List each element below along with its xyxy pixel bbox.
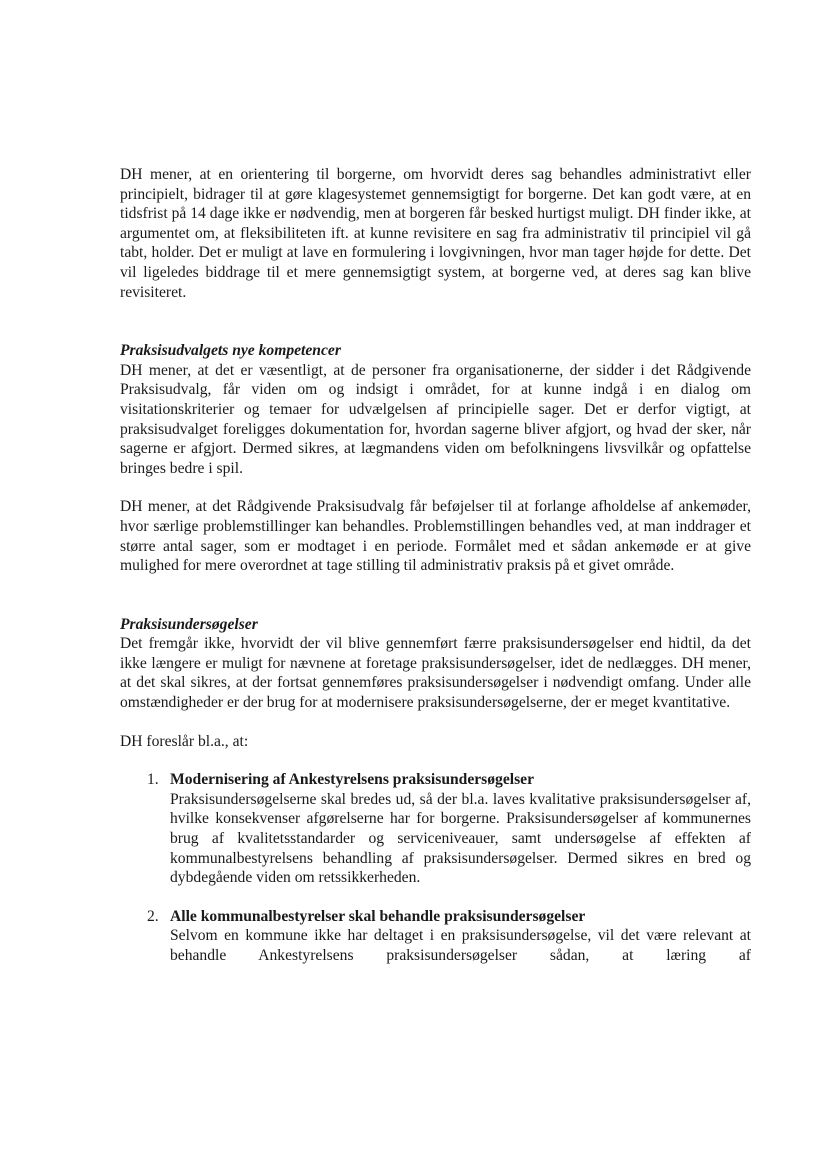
paragraph-praksisundersoegelser: Det fremgår ikke, hvorvidt der vil blive gennemført færre praksisundersøgelser end hidtil, da det ikke længere er muligt for nævnene at foretage praksisundersøgelser, idet de nedlægges. DH mener, at det skal sikres, at der fortsat gennemføres praksisundersøgelser i nødvendigt omfang. Under alle omstændigheder er der brug for at modernisere praksisundersøgelserne, der er meget kvantitative. [120, 635, 751, 712]
list-item-title: Alle kommunalbestyrelser skal behandle praksisundersøgelser [170, 907, 586, 925]
section-heading-praksisundersoegelser: Praksisundersøgelser [120, 615, 258, 633]
document-page [120, 165, 751, 966]
list-item-title: Modernisering af Ankestyrelsens praksisundersøgelser [170, 771, 535, 789]
spacer [120, 576, 751, 615]
paragraph-ankemoeder: DH mener, at det Rådgivende Praksisudvalg får beføjelser til at forlange afholdelse af ankemøder, hvor særlige problemstillinger kan behandles. Problemstillingen behandles ved, at man inddrager et større antal sager, som er modtaget i en periode. Formålet med et sådan ankemøde er at give mulighed for mere overordnet at tage stilling til administrativ praksis på et givet område. [120, 498, 751, 575]
spacer [120, 751, 751, 770]
list-item-body: Praksisundersøgelserne skal bredes ud, så der bl.a. laves kvalitative praksisundersøgelser af, hvilke konsekvenser afgørelserne har for borgerne. Praksisundersøgelser af kommunernes brug af kvalitetsstandarder og serviceniveauer, samt undersøgelse af effekten af kommunalbestyrelsens behandling af praksisundersøgelser. Dermed sikres en bred og dybdegående viden om retssikkerheden. [170, 790, 751, 887]
spacer [120, 478, 751, 497]
list-item-body: Selvom en kommune ikke har deltaget i en praksisundersøgelse, vil det være relevant at behandle Ankestyrelsens praksisundersøgelser sådan, at læring af [170, 927, 751, 964]
spacer [120, 888, 751, 907]
list-item [120, 907, 751, 966]
proposal-list [120, 770, 751, 965]
paragraph-orientation: DH mener, at en orientering til borgerne, om hvorvidt deres sag behandles administrativt eller principielt, bidrager til at gøre klagesystemet gennemsigtigt for borgerne. Det kan godt være, at en tidsfrist på 14 dage ikke er nødvendig, men at borgeren får besked hurtigst muligt. DH finder ikke, at argumentet om, at fleksibiliteten ift. at kunne revisitere en sag fra administrativ til principiel vil gå tabt, holder. Det er muligt at lave en formulering i lovgivningen, hvor man tager højde for dette. Det vil ligeledes biddrage til et mere gennemsigtigt system, at borgerne ved, at deres sag kan blive revisiteret. [120, 166, 751, 301]
paragraph-dh-foreslaar: DH foreslår bl.a., at: [120, 732, 249, 750]
spacer [120, 713, 751, 732]
list-item-number: 1. [147, 771, 159, 789]
list-item-number: 2. [147, 907, 159, 925]
paragraph-praksisudvalg-viden: DH mener, at det er væsentligt, at de personer fra organisationerne, der sidder i det Rådgivende Praksisudvalg, får viden om og indsigt i området, for at kunne indgå i en dialog om visitationskriterier og temaer for udvælgelsen af principielle sager. Det er derfor vigtigt, at praksisudvalget foreligges dokumentation for, hvordan sagerne bliver afgjort, og hvad der sker, når sagerne er afgjort. Dermed sikres, at lægmandens viden om befolkningens livsvilkår og opfattelse bringes bedre i spil. [120, 361, 751, 477]
spacer [120, 302, 751, 341]
list-item [120, 770, 751, 888]
section-heading-praksisudvalg: Praksisudvalgets nye kompetencer [120, 342, 341, 360]
